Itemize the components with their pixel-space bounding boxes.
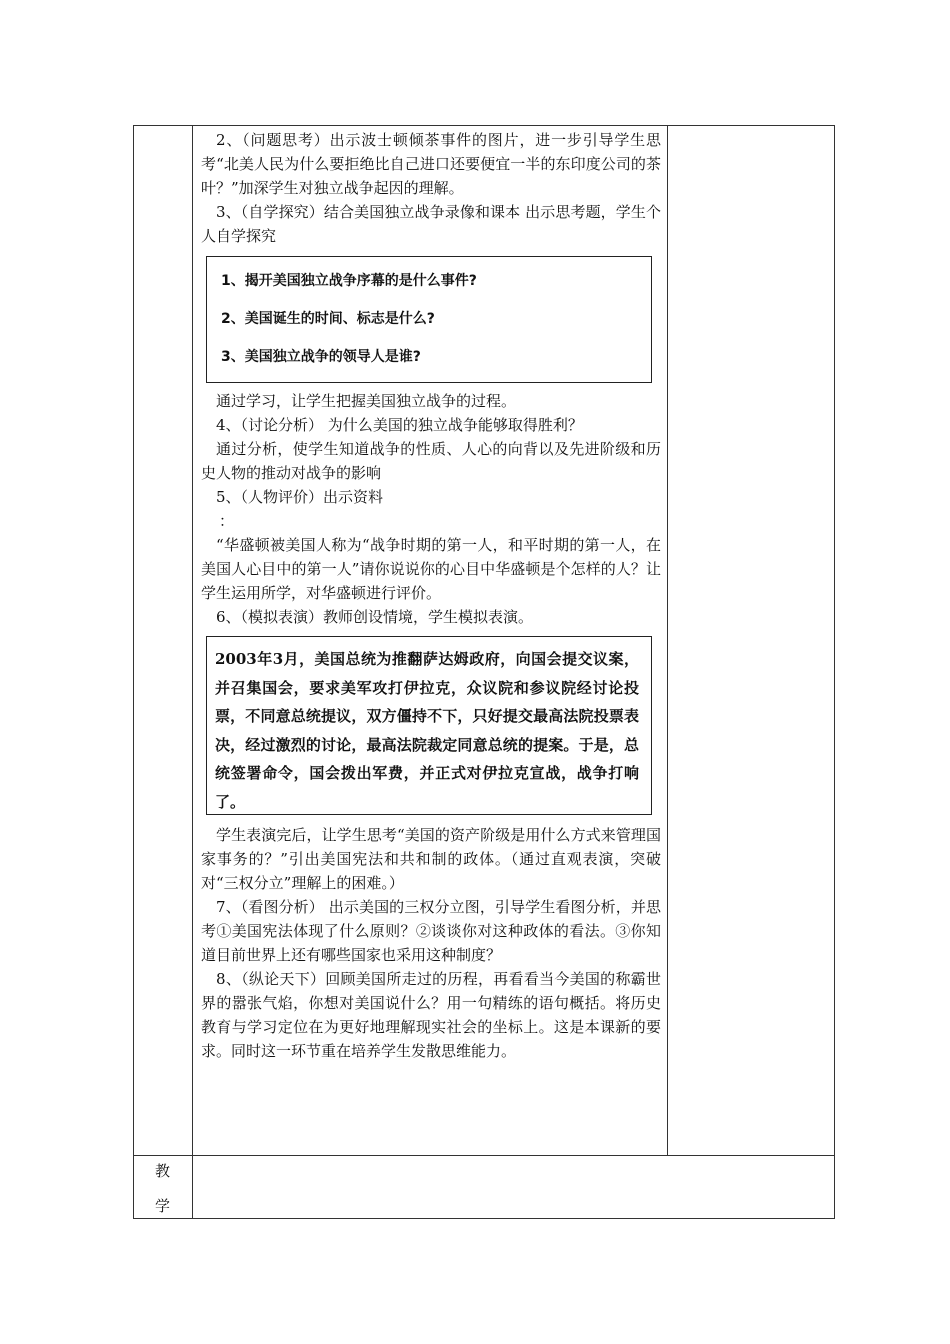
question-1: 1、揭开美国独立战争序幕的是什么事件? [221, 273, 477, 289]
lesson-content-cell [201, 128, 661, 1063]
material-colon: ： [219, 512, 235, 530]
question-2: 2、美国诞生的时间、标志是什么? [221, 311, 435, 327]
step-4-paragraph: 4、（讨论分析） 为什么美国的独立战争能够取得胜利？ [216, 416, 583, 434]
row-label-char-2: 学 [154, 1197, 170, 1215]
learning-summary: 通过学习，让学生把握美国独立战争的过程。 [216, 392, 517, 410]
scenario-box: 2003年3月，美国总统为推翻萨达姆政府，向国会提交议案，并召集国会，要求美军攻打伊拉克，众议院和参议院经讨论投票，不同意总统提议，双方僵持不下，只好提交最高法院投票表决，经过激烈的讨论，最高法院裁定同意总统的提案。于是，总统签署命令，国会拨出军费，并正式对伊拉克宣战，战争打响了。 [206, 636, 652, 815]
step-5-paragraph: 5、（人物评价）出示资料 [216, 488, 384, 506]
column-divider-2 [667, 125, 668, 1156]
table-right-border [834, 125, 835, 1219]
washington-quote: “华盛顿被美国人称为“战争时期的第一人，和平时期的第一人，在美国人心目中的第一人”请你说说你的心目中华盛顿是个怎样的人？让学生运用所学，对华盛顿进行评价。 [201, 536, 661, 602]
table-bottom-border [133, 1218, 835, 1219]
step-8-paragraph: 8、（纵论天下）回顾美国所走过的历程，再看看当今美国的称霸世界的嚣张气焰，你想对美国说什么？用一句精练的语句概括。将历史教育与学习定位在为更好地理解现实社会的坐标上。这是本课新的要求。同时这一环节重在培养学生发散思维能力。 [201, 970, 661, 1060]
table-left-border [133, 125, 134, 1219]
step-2-paragraph: 2、（问题思考）出示波士顿倾茶事件的图片，进一步引导学生思考“北美人民为什么要拒绝比自己进口还要便宜一半的东印度公司的茶叶？”加深学生对独立战争起因的理解。 [201, 131, 661, 197]
row-label-char-1: 教 [154, 1162, 170, 1180]
step-3-paragraph: 3、（自学探究）结合美国独立战争录像和课本 出示思考题，学生个人自学探究 [201, 203, 661, 245]
row-divider [133, 1155, 835, 1156]
table-top-border [133, 125, 835, 126]
column-divider-1 [192, 125, 193, 1219]
step-7-paragraph: 7、（看图分析） 出示美国的三权分立图，引导学生看图分析，并思考①美国宪法体现了什么原则？②谈谈你对这种政体的看法。③你知道目前世界上还有哪些国家也采用这种制度？ [201, 898, 661, 964]
analysis-paragraph: 通过分析，使学生知道战争的性质、人心的向背以及先进阶级和历史人物的推动对战争的影响 [201, 440, 661, 482]
step-6-paragraph: 6、（模拟表演）教师创设情境，学生模拟表演。 [216, 608, 534, 626]
performance-reflection: 学生表演完后，让学生思考“美国的资产阶级是用什么方式来管理国家事务的？”引出美国宪法和共和制的政体。（通过直观表演，突破对“三权分立”理解上的困难。） [201, 826, 661, 892]
question-3: 3、美国独立战争的领导人是谁? [221, 349, 421, 365]
question-box [206, 256, 652, 383]
